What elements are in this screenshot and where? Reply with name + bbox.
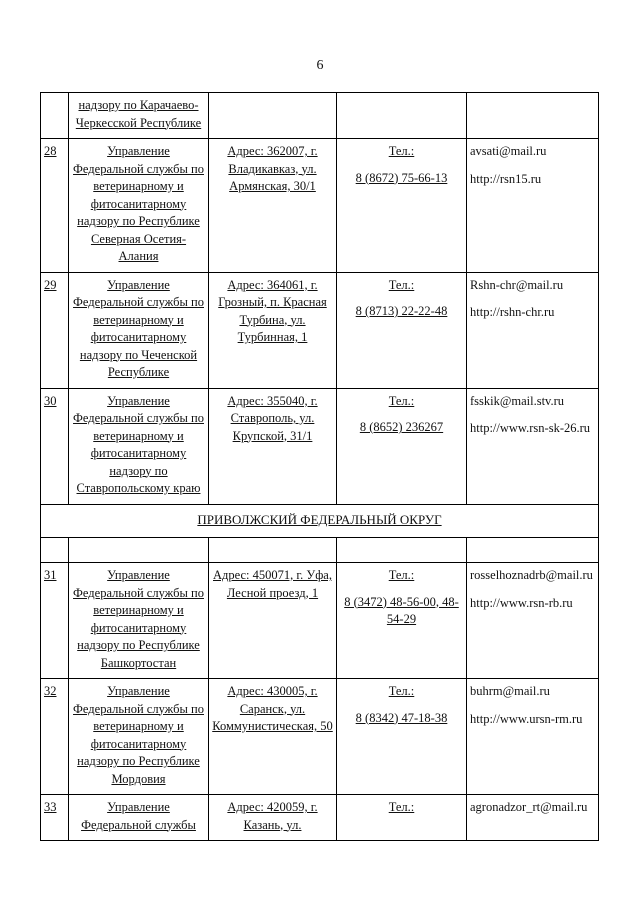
table-row	[41, 272, 599, 388]
spacer-row	[41, 538, 599, 563]
address-text: Адрес: 362007, г. Владикавказ, ул. Армянская, 30/1	[227, 144, 318, 193]
row-number: 33	[44, 800, 57, 814]
contact-cell	[467, 272, 599, 388]
phone-number: 8 (8342) 47-18-38	[355, 710, 448, 725]
table-body-top	[41, 93, 599, 505]
row-number: 29	[44, 277, 57, 292]
address-text: Адрес: 364061, г. Грозный, п. Красная Турбина, ул. Турбинная, 1	[218, 277, 327, 344]
phone-label: Тел.:	[388, 277, 415, 292]
spacer-cell	[41, 538, 69, 563]
table-row	[41, 679, 599, 795]
address-cell	[209, 679, 337, 795]
email-link[interactable]: avsati@mail.ru	[470, 144, 547, 158]
email-link[interactable]: buhrm@mail.ru	[470, 684, 550, 698]
row-number-cell	[41, 388, 69, 504]
organization-name: Управление Федеральной службы по ветеринарному и фитосанитарному надзору по Республике Мордовия	[73, 684, 204, 786]
address-text: Адрес: 355040, г. Ставрополь, ул. Крупской, 31/1	[227, 393, 318, 443]
organization-cell	[69, 93, 209, 139]
contact-cell	[467, 388, 599, 504]
spacer-cell	[209, 538, 337, 563]
table-row	[41, 563, 599, 679]
contact-cell	[467, 139, 599, 273]
table-row	[41, 388, 599, 504]
table-row	[41, 93, 599, 139]
address-cell	[209, 272, 337, 388]
contact-cell	[467, 679, 599, 795]
row-number-cell	[41, 139, 69, 273]
page-number: 6	[316, 58, 324, 73]
phone-cell	[337, 93, 467, 139]
organization-name: Управление Федеральной службы по ветеринарному и фитосанитарному надзору по Республике Северная Осетия-Алания	[73, 144, 204, 263]
organization-cell	[69, 139, 209, 273]
table-row	[41, 139, 599, 273]
organization-name: Управление Федеральной службы по ветеринарному и фитосанитарному надзору по Республике Башкортостан	[73, 568, 204, 670]
phone-cell	[337, 563, 467, 679]
phone-label: Тел.:	[388, 393, 415, 408]
contact-cell	[467, 93, 599, 139]
organization-name: Управление Федеральной службы	[81, 800, 196, 832]
contacts-table	[40, 92, 599, 841]
contact-cell	[467, 795, 599, 841]
organization-name: Управление Федеральной службы по ветеринарному и фитосанитарному надзору по Чеченской Республике	[73, 277, 204, 379]
address-text: Адрес: 430005, г. Саранск, ул. Коммунистическая, 50	[212, 684, 333, 733]
district-heading: ПРИВОЛЖСКИЙ ФЕДЕРАЛЬНЫЙ ОКРУГ	[197, 511, 442, 527]
phone-cell	[337, 679, 467, 795]
phone-label: Тел.:	[388, 684, 415, 698]
row-number-cell	[41, 679, 69, 795]
address-text: Адрес: 420059, г. Казань, ул.	[227, 800, 318, 832]
row-number: 32	[44, 684, 57, 698]
spacer-cell	[69, 538, 209, 563]
row-number: 31	[44, 568, 57, 582]
table-body-district	[41, 504, 599, 563]
address-cell	[209, 795, 337, 841]
email-link[interactable]: agronadzor_rt@mail.ru	[470, 800, 588, 814]
phone-cell	[337, 388, 467, 504]
spacer-cell	[337, 538, 467, 563]
row-number-cell	[41, 93, 69, 139]
district-row	[41, 504, 599, 538]
organization-cell	[69, 563, 209, 679]
address-cell	[209, 563, 337, 679]
table-body-bottom	[41, 563, 599, 841]
row-number-cell	[41, 563, 69, 679]
phone-cell	[337, 795, 467, 841]
spacer-cell	[467, 538, 599, 563]
row-number-cell	[41, 272, 69, 388]
organization-cell	[69, 679, 209, 795]
address-text: Адрес: 450071, г. Уфа, Лесной проезд, 1	[213, 568, 332, 600]
email-link[interactable]: Rshn-chr@mail.ru	[470, 277, 564, 292]
row-number-cell	[41, 795, 69, 841]
contact-cell	[467, 563, 599, 679]
phone-number: 8 (8652) 236267	[359, 420, 444, 434]
organization-cell	[69, 272, 209, 388]
organization-name: Управление Федеральной службы по ветеринарному и фитосанитарному надзору по Ставропольскому краю	[73, 393, 204, 495]
website-link[interactable]: http://www.ursn-rm.ru	[470, 711, 583, 726]
organization-cell	[69, 795, 209, 841]
phone-number: 8 (8713) 22-22-48	[355, 304, 448, 318]
district-cell	[41, 504, 599, 538]
website-link[interactable]: http://www.rsn-rb.ru	[470, 595, 573, 610]
address-cell	[209, 388, 337, 504]
phone-label: Тел.:	[388, 800, 415, 814]
website-link[interactable]: http://rshn-chr.ru	[470, 305, 555, 319]
email-link[interactable]: fsskik@mail.stv.ru	[470, 393, 565, 408]
phone-cell	[337, 139, 467, 273]
address-cell	[209, 139, 337, 273]
address-cell	[209, 93, 337, 139]
phone-number: 8 (3472) 48-56-00, 48-54-29	[344, 594, 459, 626]
email-link[interactable]: rosselhoznadrb@mail.ru	[470, 568, 593, 582]
phone-label: Тел.:	[388, 144, 415, 158]
row-number: 30	[44, 393, 57, 408]
website-link[interactable]: http://rsn15.ru	[470, 171, 542, 186]
row-number: 28	[44, 144, 57, 158]
table-row	[41, 795, 599, 841]
phone-cell	[337, 272, 467, 388]
phone-number: 8 (8672) 75-66-13	[355, 170, 448, 185]
phone-label: Тел.:	[388, 568, 415, 582]
organization-cell	[69, 388, 209, 504]
organization-name: надзору по Карачаево-Черкесской Республике	[75, 98, 202, 130]
website-link[interactable]: http://www.rsn-sk-26.ru	[470, 421, 591, 435]
